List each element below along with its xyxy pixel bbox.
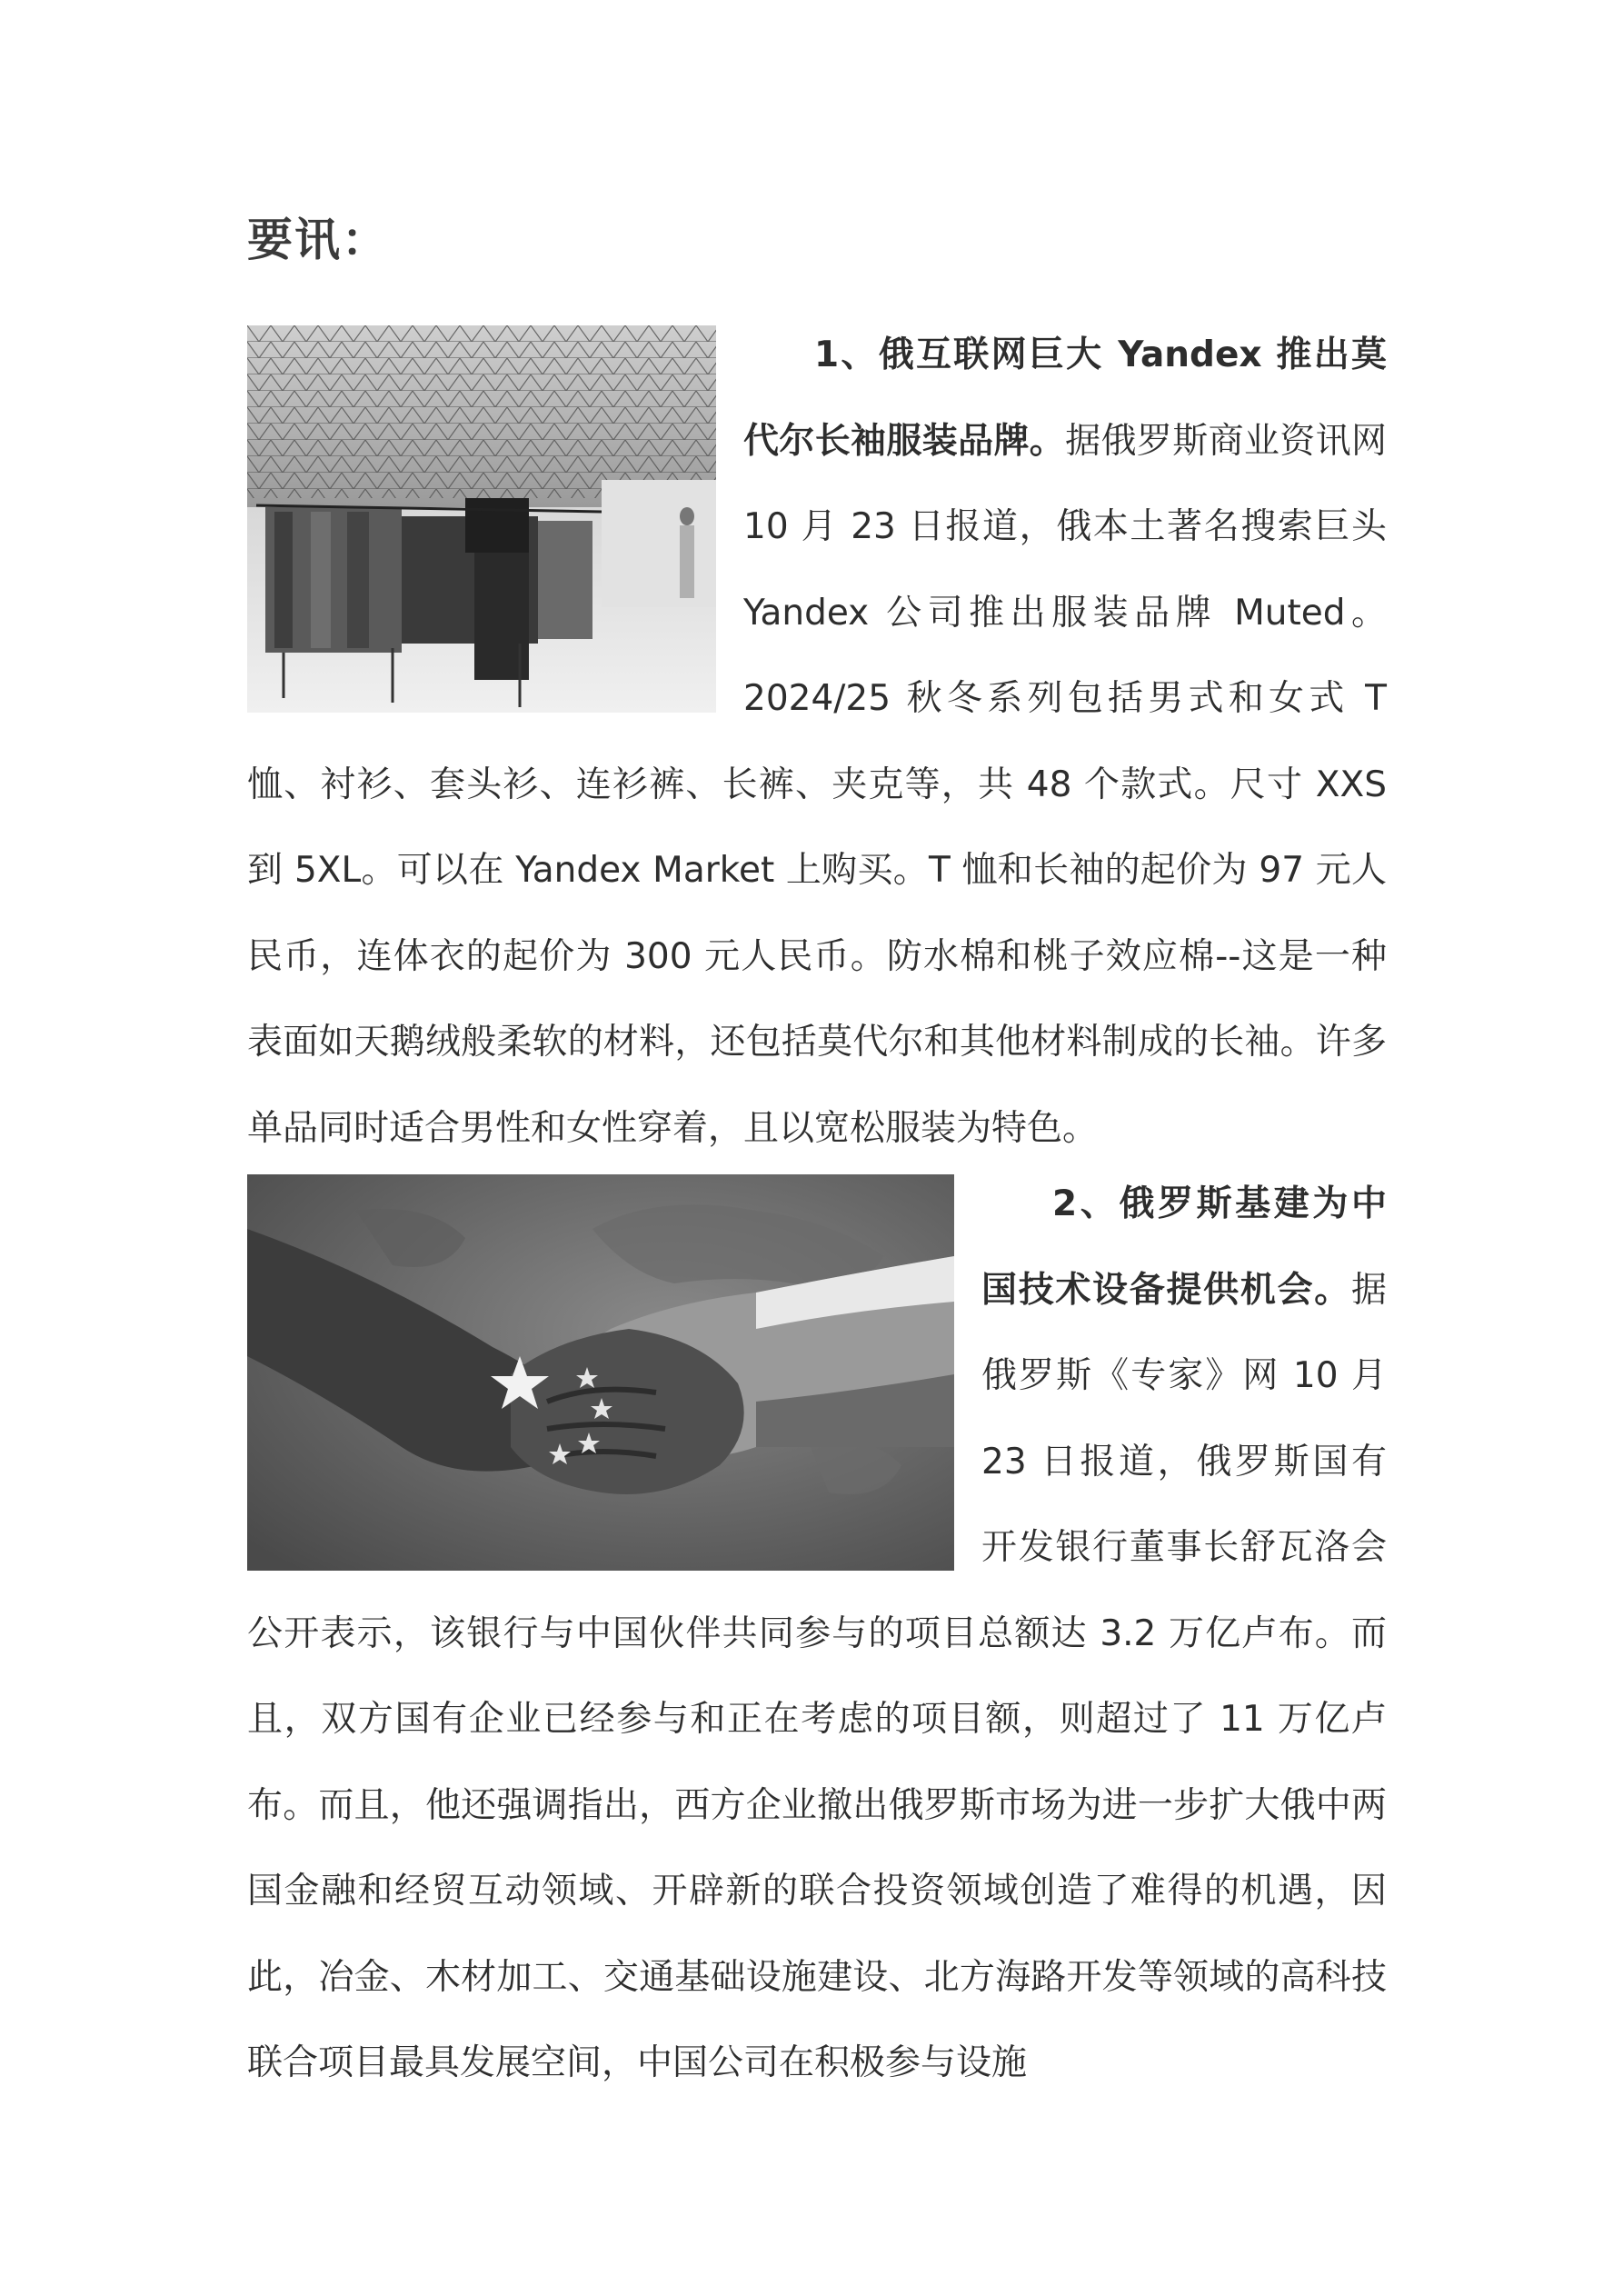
section-heading: 要讯： xyxy=(247,214,389,266)
document-page xyxy=(247,0,1387,2296)
article-2-headline: 2、俄罗斯基建为中国技术设备提供机会。 xyxy=(981,1183,1387,1311)
image-wrap-spacer xyxy=(247,313,743,740)
article-2 xyxy=(247,1162,1387,2107)
article-1-headline: 1、俄互联网巨大 Yandex 推出莫代尔长袖服装品牌。 xyxy=(743,334,1388,462)
article-2-body: 据俄罗斯《专家》网 10 月 23 日报道，俄罗斯国有开发银行董事长舒瓦洛会公开表示，该银行与中国伙伴共同参与的项目总额达 3.2 万亿卢布。而且，双方国有企业已经参与和正在考虑的项目额，则超过了 11 万亿卢布。而且，他还强调指出，西方企业撤出俄罗斯市场为进一步扩大俄中两国金融和经贸互动领域、开辟新的联合投资领域创造了难得的机遇，因此，冶金、木材加工、交通基础设施建设、北方海路开发等领域的高科技联合项目最具发展空间，中国公司在积极参与设施 xyxy=(247,1269,1387,2083)
article-1-body: 据俄罗斯商业资讯网 10 月 23 日报道，俄本土著名搜索巨头 Yandex 公司推出服装品牌 Muted。2024/25 秋冬系列包括男式和女式 T 恤、衬衫、套头衫、连衫裤、长裤、夹克等，共 48 个款式。尺寸 XXS 到 5XL。可以在 Yandex Market 上购买。T 恤和长袖的起价为 97 元人民币，连体衣的起价为 300 元人民币。防水棉和桃子效应棉--这是一种表面如天鹅绒般柔软的材料，还包括莫代尔和其他材料制成的长袖。许多单品同时适合男性和女性穿着，且以宽松服装为特色。 xyxy=(247,420,1387,1149)
article-1 xyxy=(247,313,1387,1172)
image-wrap-spacer xyxy=(247,1162,981,1585)
